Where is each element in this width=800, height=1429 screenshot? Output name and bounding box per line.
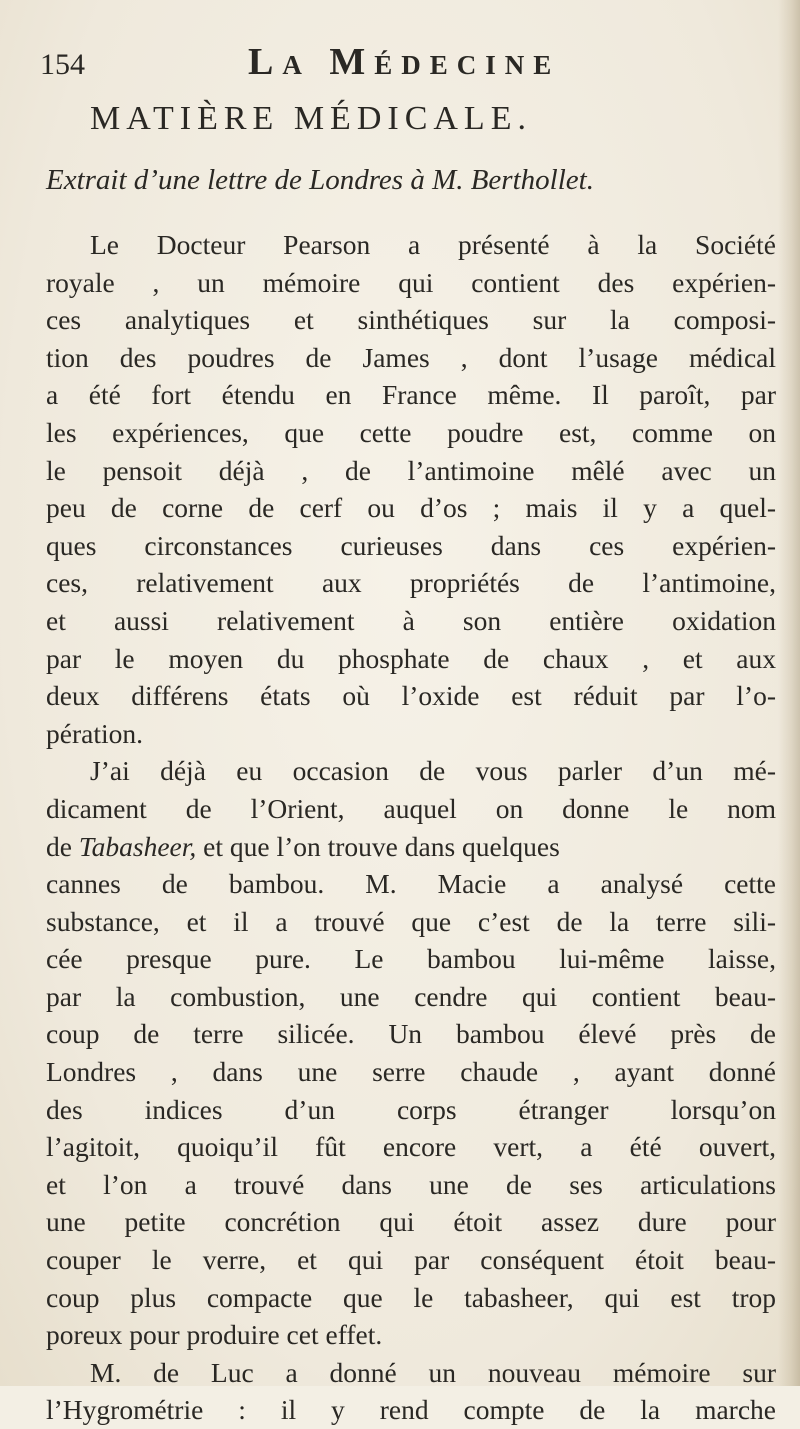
text-line: l’Hygrométrie : il y rend compte de la marche — [46, 1394, 776, 1426]
text-line: couper le verre, et qui par conséquent étoit beau- — [46, 1244, 776, 1276]
text-line: coup de terre silicée. Un bambou élevé près de — [46, 1018, 776, 1050]
text-line-mixed — [46, 828, 776, 866]
text-line: ques circonstances curieuses dans ces expérien- — [46, 529, 776, 561]
text-line: une petite concrétion qui étoit assez dure pour — [46, 1206, 776, 1238]
text-line: par la combustion, une cendre qui contient beau- — [46, 980, 776, 1012]
section-title: MATIÈRE MÉDICALE. — [90, 100, 532, 137]
text-line: et l’on a trouvé dans une de ses articulations — [46, 1168, 776, 1200]
text-fragment: de — [46, 830, 79, 862]
text-line: substance, et il a trouvé que c’est de la terre sili- — [46, 905, 776, 937]
text-line: par le moyen du phosphate de chaux , et aux — [46, 642, 776, 674]
text-line: le pensoit déjà , de l’antimoine mêlé avec un — [46, 454, 776, 486]
running-title: La Médecine — [248, 41, 561, 83]
page-edge-shadow — [778, 0, 800, 1386]
text-line: royale , un mémoire qui contient des expérien- — [46, 266, 776, 298]
text-line: Le Docteur Pearson a présenté à la Société — [90, 229, 776, 260]
text-line: tion des poudres de James , dont l’usage médical — [46, 341, 776, 373]
text-line: et aussi relativement à son entière oxidation — [46, 604, 776, 636]
italic-term: Tabasheer, — [78, 830, 197, 862]
text-line: poreux pour produire cet effet. — [46, 1319, 383, 1351]
page-number: 154 — [40, 48, 85, 81]
text-line: deux différens états où l’oxide est réduit par l’o- — [46, 680, 776, 712]
body-text — [46, 226, 776, 1429]
text-line: peu de corne de cerf ou d’os ; mais il y a quel- — [46, 492, 776, 524]
text-line: J’ai déjà eu occasion de vous parler d’un mé- — [90, 755, 776, 787]
text-line: coup plus compacte que le tabasheer, qui est trop — [46, 1281, 776, 1313]
text-line: ces analytiques et sinthétiques sur la composi- — [46, 304, 776, 336]
text-line: M. de Luc a donné un nouveau mémoire sur — [90, 1356, 776, 1388]
text-line: Londres , dans une serre chaude , ayant donné — [46, 1056, 776, 1088]
text-line: cannes de bambou. M. Macie a analysé cette — [46, 868, 776, 900]
text-fragment: et que l’on trouve dans quelques — [196, 830, 560, 862]
text-line: des indices d’un corps étranger lorsqu’on — [46, 1093, 776, 1125]
text-line: dicament de l’Orient, auquel on donne le nom — [46, 792, 776, 824]
text-line: l’agitoit, quoiqu’il fût encore vert, a été ouvert, — [46, 1131, 776, 1163]
text-line: les expériences, que cette poudre est, comme on — [46, 416, 776, 448]
running-head — [40, 40, 760, 90]
text-line: cée presque pure. Le bambou lui-même laisse, — [46, 943, 776, 975]
text-line: ces, relativement aux propriétés de l’antimoine, — [46, 567, 776, 599]
letter-subtitle: Extrait d’une lettre de Londres à M. Berthollet. — [46, 164, 594, 196]
text-line: a été fort étendu en France même. Il paroît, par — [46, 379, 776, 411]
text-line: pération. — [46, 717, 143, 749]
